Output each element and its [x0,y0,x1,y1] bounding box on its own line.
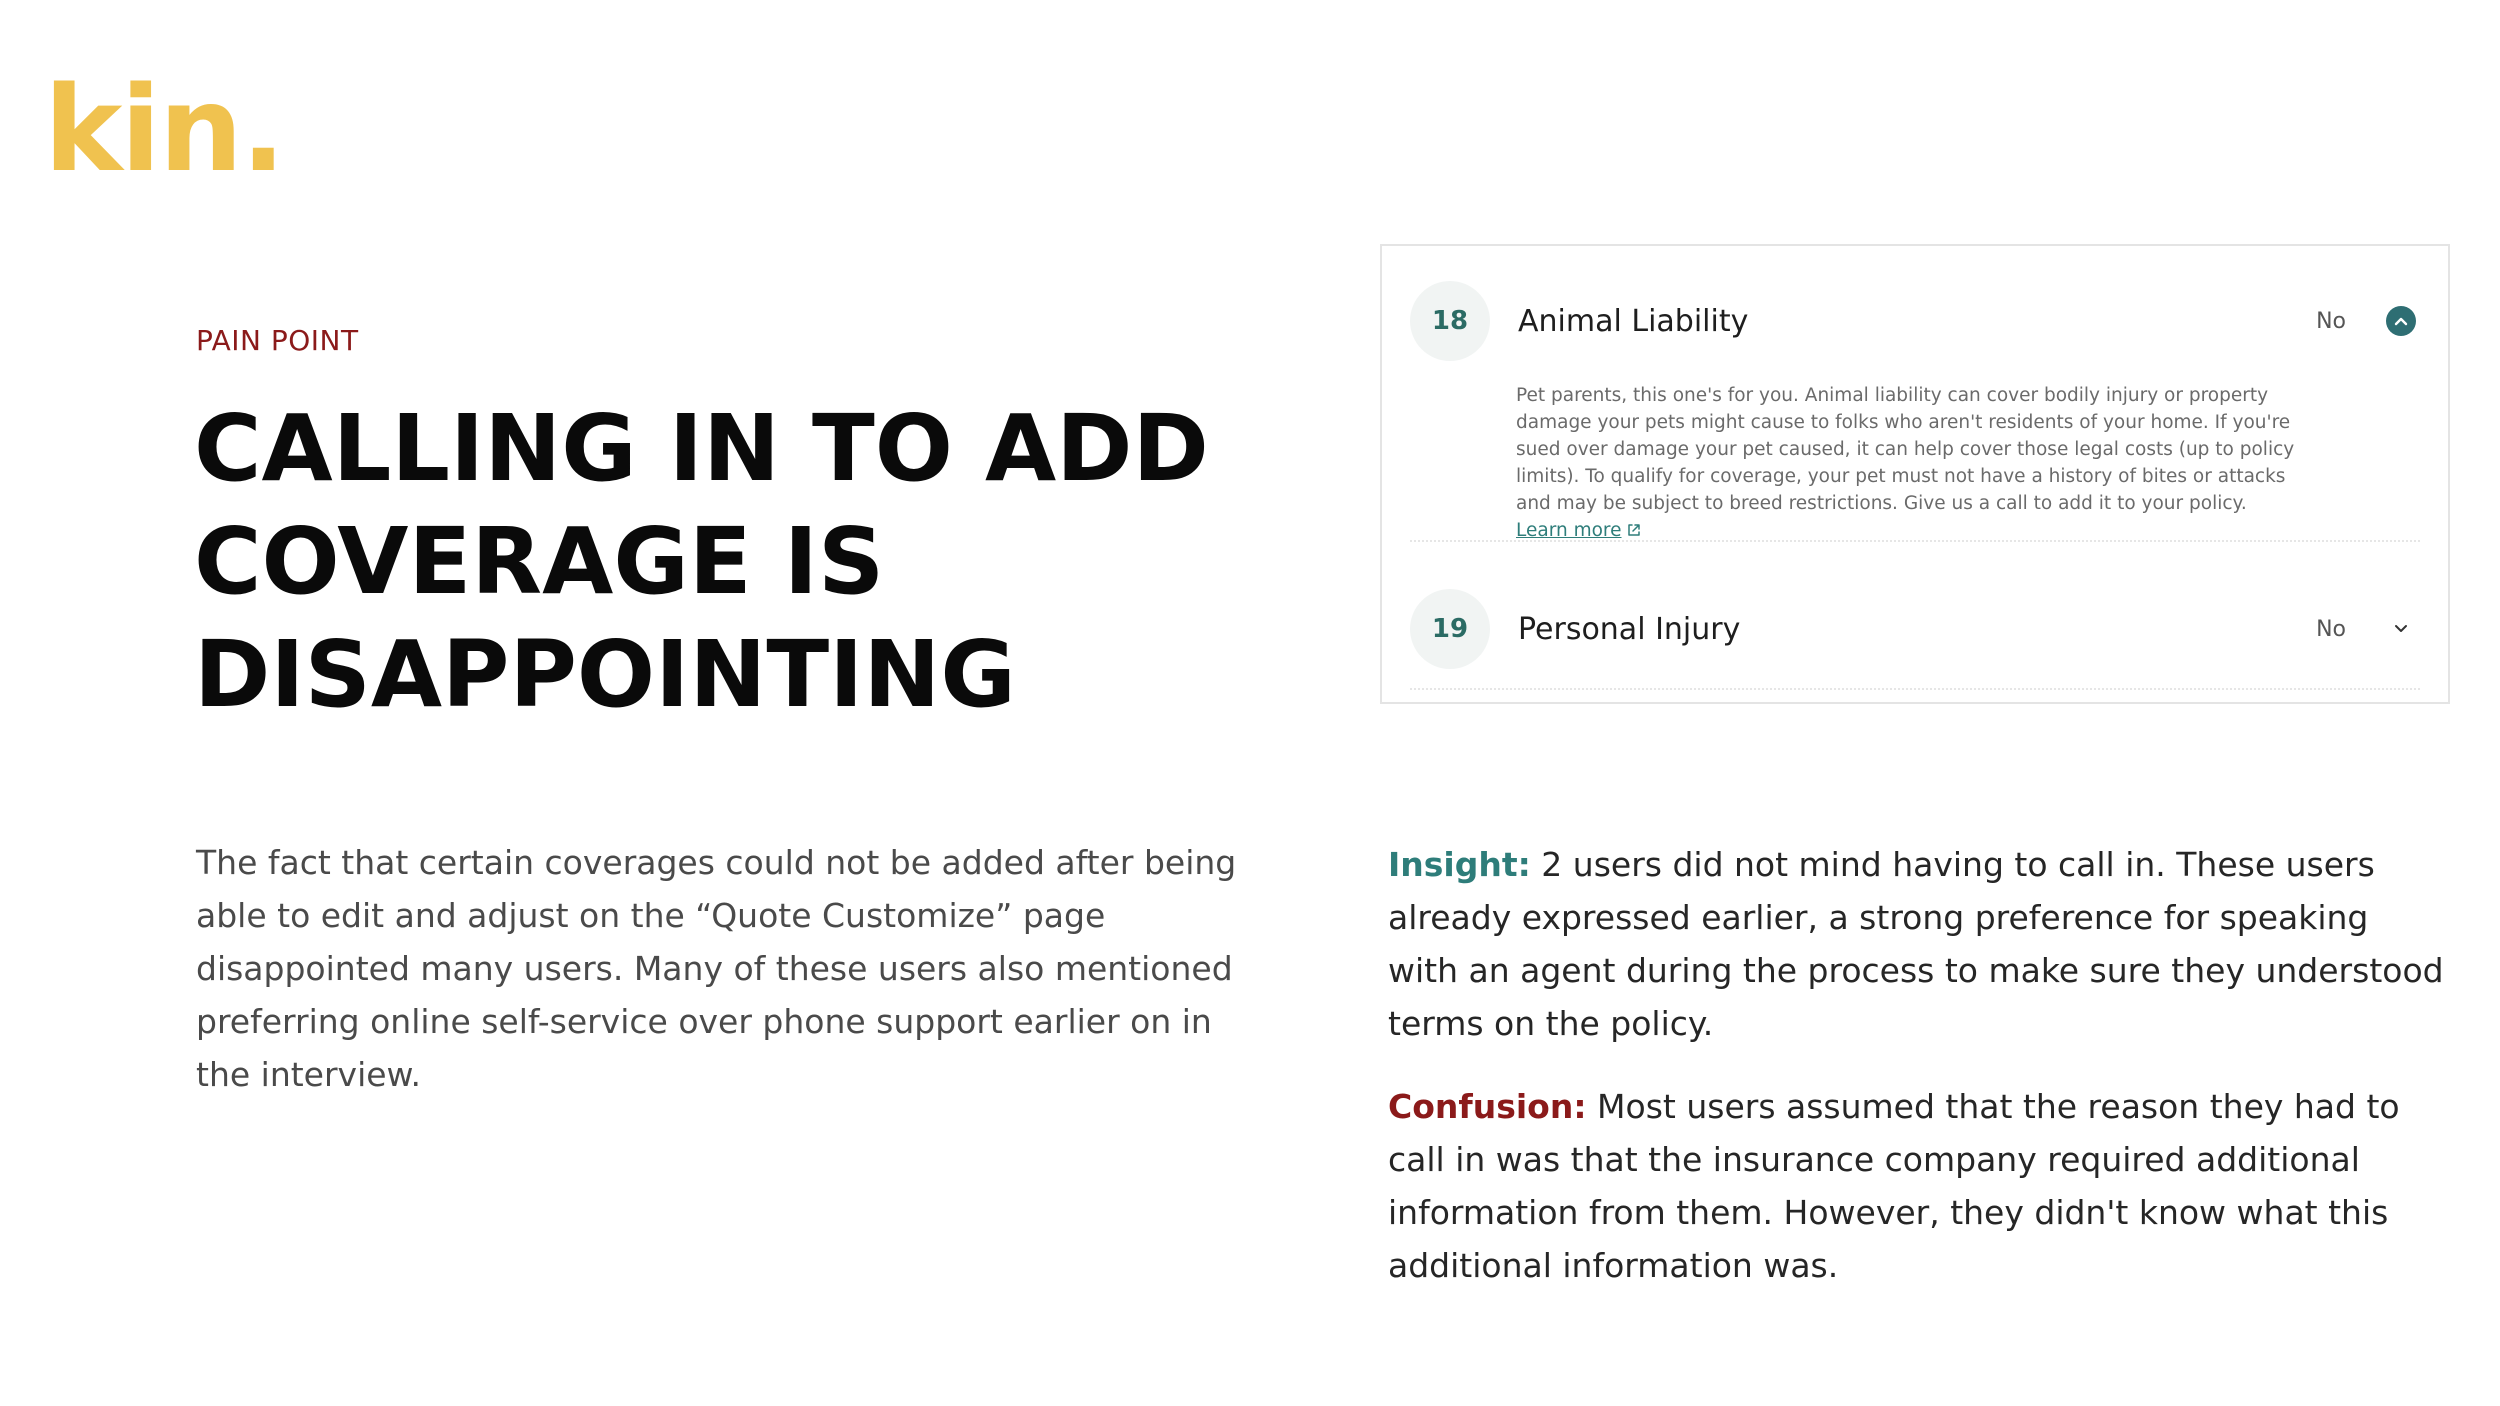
coverage-row-animal-liability[interactable] [1410,276,2420,366]
coverage-value: No [2316,616,2346,642]
coverage-description-text: Pet parents, this one's for you. Animal liability can cover bodily injury or property damage your pets might cause to folks who aren't residents of your home. If you're sued over damage your pet caused, it can help cover those legal costs (up to policy limits). To qualify for coverage, your pet must not have a history of bites or attacks and may be subject to breed restrictions. Give us a call to add it to your policy. [1516,385,2295,514]
learn-more-link[interactable]: Learn more [1516,520,1622,541]
coverage-title: Animal Liability [1518,303,1749,339]
confusion-text: Most users assumed that the reason they had to call in was that the insurance company required additional information from them. However, they didn't know what this additional information was. [1388,1087,2400,1285]
coverage-title: Personal Injury [1518,611,1741,647]
page-title-line: DISAPPOINTING [194,621,1016,728]
confusion-note [1388,1080,2448,1292]
coverage-card-screenshot [1380,244,2450,704]
chevron-down-icon[interactable] [2386,614,2416,644]
coverage-row-personal-injury[interactable] [1410,584,2420,674]
kin-logo: kin. [44,60,284,198]
coverage-description [1516,382,2296,546]
insight-text: 2 users did not mind having to call in. These users already expressed earlier, a strong preference for speaking with an agent during the process to make sure they understood terms on the policy. [1388,845,2444,1043]
insight-note [1388,838,2448,1050]
pain-point-description: The fact that certain coverages could not be added after being able to edit and adjust on the “Quote Customize” page disappointed many users. Many of these users also mentioned preferring online self-service over phone support earlier on in the interview. [196,843,1237,1094]
chevron-up-icon[interactable] [2386,306,2416,336]
section-eyebrow: PAIN POINT [196,324,359,357]
coverage-number-badge: 19 [1410,589,1490,669]
coverage-number-badge: 18 [1410,281,1490,361]
confusion-label: Confusion: [1388,1087,1587,1126]
row-divider [1410,540,2420,542]
row-divider [1410,688,2420,690]
coverage-value: No [2316,308,2346,334]
insight-label: Insight: [1388,845,1531,884]
page-title [194,392,1294,731]
page-title-line: COVERAGE IS [194,508,885,615]
page-title-line: CALLING IN TO ADD [194,395,1209,502]
